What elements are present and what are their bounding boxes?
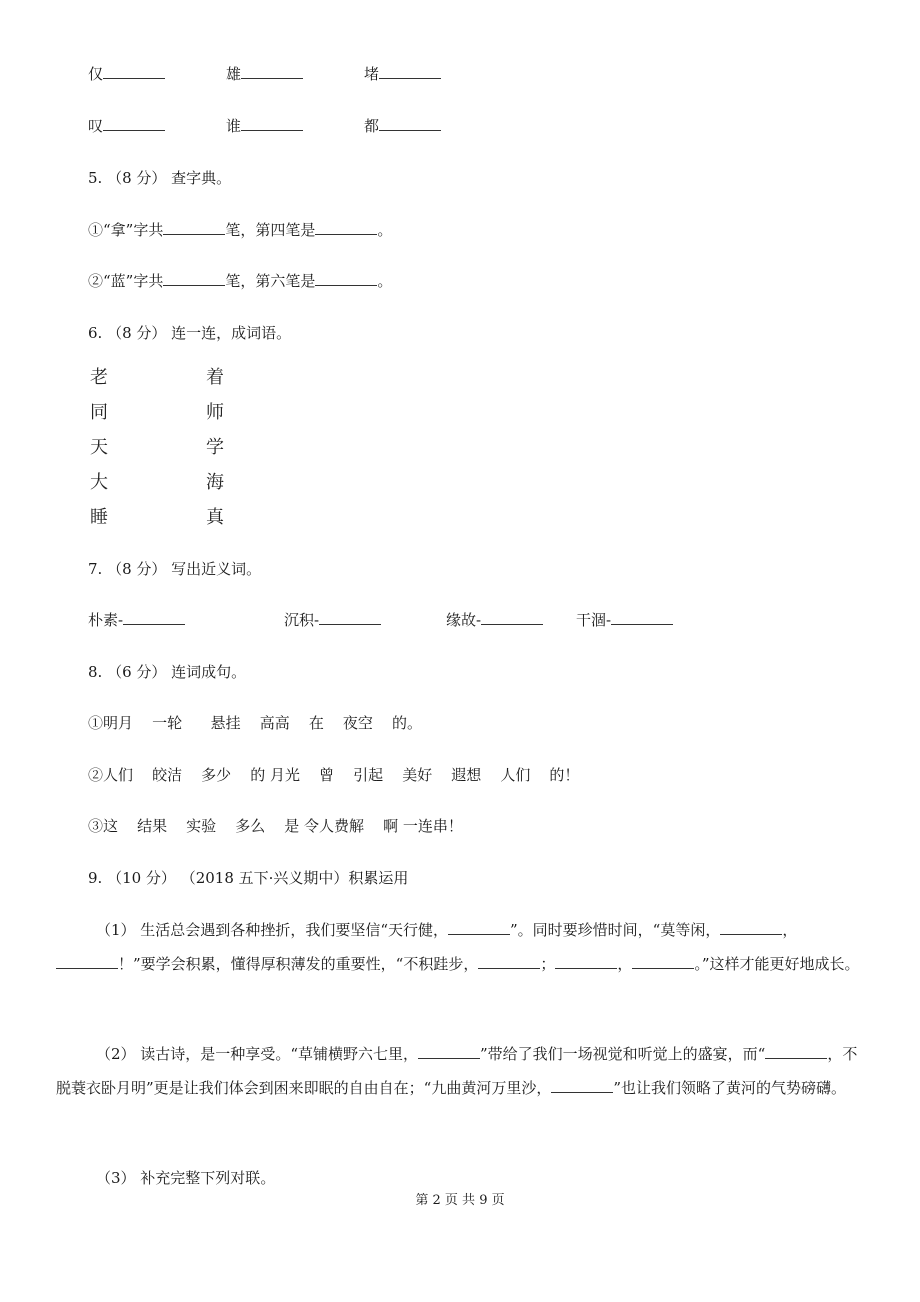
answer-blank[interactable] bbox=[315, 220, 377, 235]
answer-blank[interactable] bbox=[319, 610, 381, 625]
match-right-char[interactable]: 真 bbox=[206, 507, 224, 528]
q5-line-1 bbox=[88, 220, 392, 240]
q9-text: （2） 读古诗，是一种享受。“草铺横野六七里， bbox=[96, 1045, 418, 1063]
q9-paragraph-2 bbox=[56, 1037, 864, 1105]
answer-blank[interactable] bbox=[163, 220, 225, 235]
q6-heading: 6. （8 分） 连一连，成词语。 bbox=[88, 324, 292, 342]
q7-word: 沉积- bbox=[284, 611, 320, 629]
q9-heading: 9. （10 分） （2018 五下·兴义期中）积累运用 bbox=[88, 869, 409, 887]
answer-blank[interactable] bbox=[103, 64, 165, 79]
q5-text: 。 bbox=[377, 221, 393, 239]
match-left-char[interactable]: 天 bbox=[90, 437, 108, 458]
q8-sentence-2: ②人们 皎洁 多少 的 月光 曾 引起 美好 遐想 人们 的！ bbox=[88, 766, 580, 784]
q4-char: 仅 bbox=[88, 65, 104, 83]
q9-text: ！”要学会积累，懂得厚积薄发的重要性，“不积跬步， bbox=[118, 955, 479, 973]
answer-blank[interactable] bbox=[123, 610, 185, 625]
q4-char: 雄 bbox=[226, 65, 242, 83]
q5-text: 。 bbox=[377, 272, 393, 290]
answer-blank[interactable] bbox=[418, 1044, 480, 1059]
q8-sentence-3: ③这 结果 实验 多么 是 令人费解 啊 一连串！ bbox=[88, 817, 463, 835]
match-left-char[interactable]: 大 bbox=[90, 472, 108, 493]
answer-blank[interactable] bbox=[478, 954, 540, 969]
answer-blank[interactable] bbox=[551, 1078, 613, 1093]
match-right-char[interactable]: 师 bbox=[206, 402, 224, 423]
q9-text: ，不脱蓑衣卧月明”更是让我们体会到困来即眠的自由自在；“九曲黄河万里沙， bbox=[56, 1045, 858, 1097]
answer-blank[interactable] bbox=[241, 64, 303, 79]
q9-paragraph-3: （3） 补充完整下列对联。 bbox=[96, 1169, 276, 1187]
answer-blank[interactable] bbox=[481, 610, 543, 625]
q5-heading: 5. （8 分） 查字典。 bbox=[88, 169, 232, 187]
answer-blank[interactable] bbox=[241, 116, 303, 131]
q9-text: 。”这样才能更好地成长。 bbox=[694, 955, 860, 973]
q4-char: 堵 bbox=[364, 65, 380, 83]
q8-heading: 8. （6 分） 连词成句。 bbox=[88, 663, 247, 681]
page-number: 第 2 页 共 9 页 bbox=[415, 1193, 505, 1208]
answer-blank[interactable] bbox=[448, 920, 510, 935]
q4-char: 都 bbox=[364, 117, 380, 135]
q5-text: ②“蓝”字共 bbox=[88, 272, 164, 290]
q9-text: ”也让我们领略了黄河的气势磅礴。 bbox=[613, 1079, 847, 1097]
answer-blank[interactable] bbox=[379, 116, 441, 131]
answer-blank[interactable] bbox=[163, 271, 225, 286]
answer-blank[interactable] bbox=[56, 954, 118, 969]
q4-char: 叹 bbox=[88, 117, 104, 135]
q5-text: ①“拿”字共 bbox=[88, 221, 164, 239]
q7-word: 干涸- bbox=[576, 611, 612, 629]
match-left-char[interactable]: 同 bbox=[90, 402, 108, 423]
match-left-char[interactable]: 老 bbox=[90, 367, 108, 388]
match-right-char[interactable]: 海 bbox=[206, 472, 224, 493]
q9-text: ”。同时要珍惜时间，“莫等闲， bbox=[509, 921, 721, 939]
q5-text: 笔，第六笔是 bbox=[225, 272, 316, 290]
q9-text: （1） 生活总会遇到各种挫折，我们要坚信“天行健， bbox=[96, 921, 448, 939]
q5-text: 笔，第四笔是 bbox=[225, 221, 316, 239]
answer-blank[interactable] bbox=[765, 1044, 827, 1059]
answer-blank[interactable] bbox=[611, 610, 673, 625]
answer-blank[interactable] bbox=[379, 64, 441, 79]
match-right-char[interactable]: 着 bbox=[206, 367, 224, 388]
q9-text: ， bbox=[782, 921, 798, 939]
match-right-char[interactable]: 学 bbox=[206, 437, 224, 458]
q5-line-2 bbox=[88, 271, 392, 291]
q7-word: 朴素- bbox=[88, 611, 124, 629]
q9-text: ， bbox=[617, 955, 633, 973]
q4-char: 谁 bbox=[226, 117, 242, 135]
answer-blank[interactable] bbox=[720, 920, 782, 935]
q7-heading: 7. （8 分） 写出近义词。 bbox=[88, 560, 262, 578]
q9-text: ； bbox=[540, 955, 556, 973]
q7-word: 缘故- bbox=[446, 611, 482, 629]
answer-blank[interactable] bbox=[103, 116, 165, 131]
q9-text: ”带给了我们一场视觉和听觉上的盛宴，而“ bbox=[479, 1045, 766, 1063]
q9-paragraph-1 bbox=[56, 913, 864, 981]
answer-blank[interactable] bbox=[555, 954, 617, 969]
answer-blank[interactable] bbox=[632, 954, 694, 969]
q8-sentence-1: ①明月 一轮 悬挂 高高 在 夜空 的。 bbox=[88, 714, 422, 732]
match-left-char[interactable]: 睡 bbox=[90, 507, 108, 528]
answer-blank[interactable] bbox=[315, 271, 377, 286]
